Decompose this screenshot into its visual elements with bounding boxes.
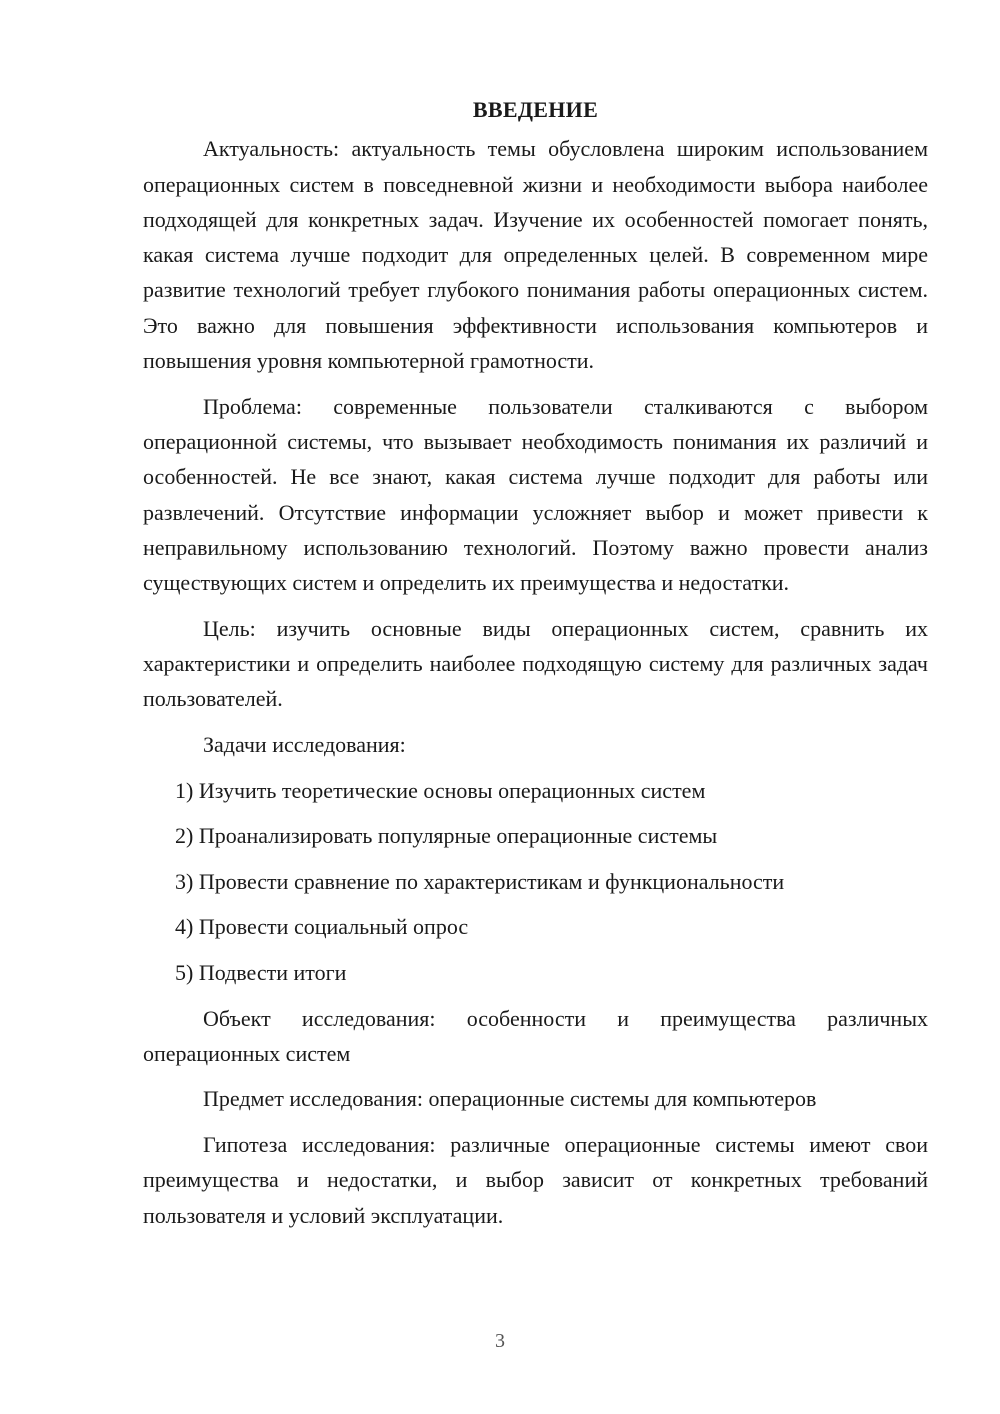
document-body [143,92,928,1243]
subject-paragraph: Предмет исследования: операционные системы для компьютеров [203,1086,817,1112]
list-item: 1) Изучить теоретические основы операционных систем [175,777,706,803]
page-number: 3 [495,1330,505,1352]
goal-paragraph: Цель: изучить основные виды операционных систем, сравнить их характеристики и определить наиболее подходящую систему для различных задач пользователей. [143,615,928,712]
list-item: 4) Провести социальный опрос [175,914,469,940]
tasks-heading: Задачи исследования: [203,731,406,757]
list-item: 5) Подвести итоги [175,959,347,985]
list-item: 3) Провести сравнение по характеристикам и функциональности [175,868,785,894]
list-item: 2) Проанализировать популярные операционные системы [175,823,718,849]
hypothesis-paragraph: Гипотеза исследования: различные операционные системы имеют свои преимущества и недостатки, и выбор зависит от конкретных требований пользователя и условий эксплуатации. [143,1131,928,1228]
relevance-paragraph: Актуальность: актуальность темы обусловлена широким использованием операционных систем в повседневной жизни и необходимости выбора наиболее подходящей для конкретных задач. Изучение их особенностей помогает понять, какая система лучше подходит для определенных целей. В современном мире развитие технологий требует глубокого понимания работы операционных систем. Это важно для повышения эффективности использования компьютеров и повышения уровня компьютерной грамотности. [143,136,928,374]
problem-paragraph: Проблема: современные пользователи сталкиваются с выбором операционной системы, что вызывает необходимость понимания их различий и особенностей. Не все знают, какая система лучше подходит для работы или развлечений. Отсутствие информации усложняет выбор и может привести к неправильному использованию технологий. Поэтому важно провести анализ существующих систем и определить их преимущества и недостатки. [143,393,928,596]
object-paragraph: Объект исследования: особенности и преимущества различных операционных систем [143,1005,928,1066]
tasks-list [143,773,928,991]
page-title: ВВЕДЕНИЕ [472,97,599,122]
